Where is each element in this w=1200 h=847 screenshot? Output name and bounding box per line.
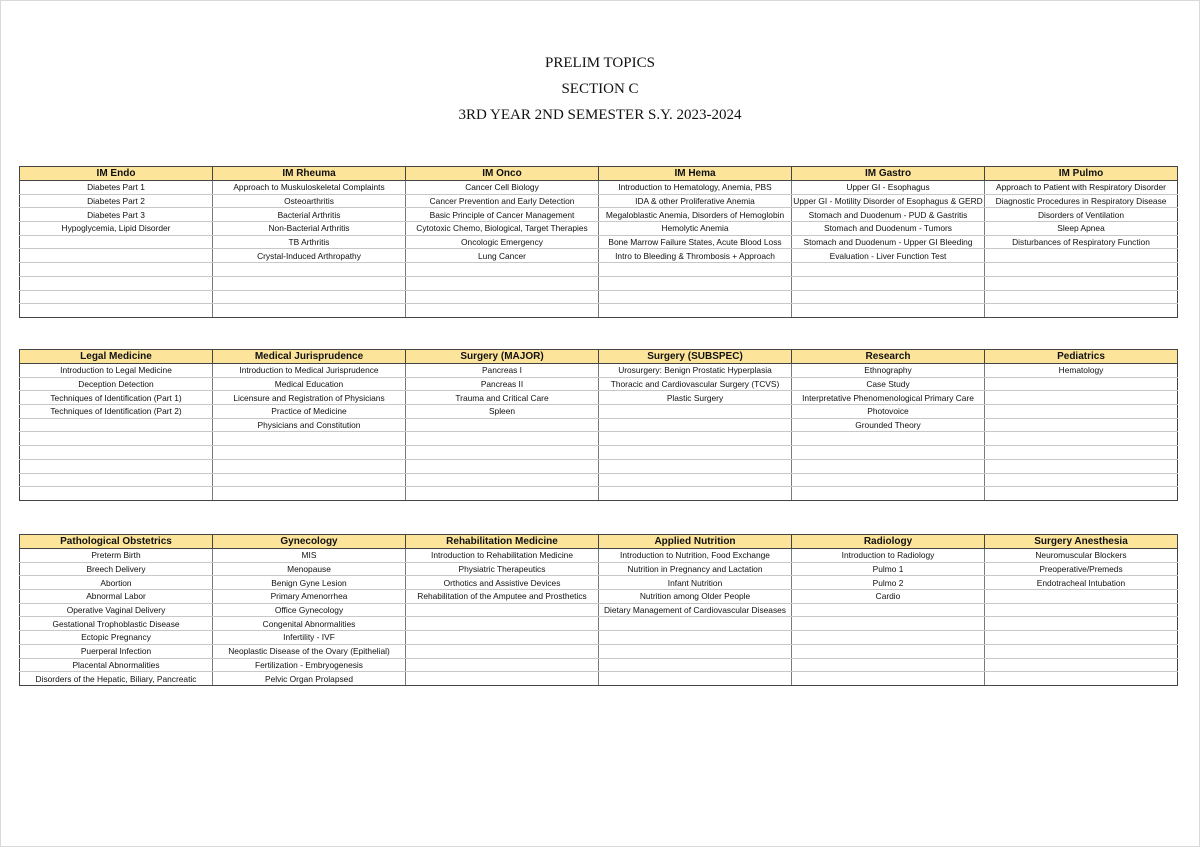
topic-cell: Lung Cancer <box>406 249 599 263</box>
topic-cell: Introduction to Hematology, Anemia, PBS <box>599 181 792 195</box>
table-row <box>20 304 1178 318</box>
topic-cell <box>599 405 792 419</box>
topic-cell: Techniques of Identification (Part 2) <box>20 405 213 419</box>
topic-cell <box>20 249 213 263</box>
topic-cell <box>985 290 1178 304</box>
document-title-block <box>0 50 1200 128</box>
topic-cell: Introduction to Radiology <box>792 549 985 563</box>
topic-cell <box>792 473 985 487</box>
topic-cell <box>406 658 599 672</box>
topic-cell: Licensure and Registration of Physicians <box>213 391 406 405</box>
topic-cell <box>792 304 985 318</box>
topic-cell <box>406 473 599 487</box>
topic-cell: Dietary Management of Cardiovascular Diseases <box>599 603 792 617</box>
topic-cell: Abortion <box>20 576 213 590</box>
topic-cell <box>792 487 985 501</box>
topic-cell: Operative Vaginal Delivery <box>20 603 213 617</box>
topic-cell: Physiatric Therapeutics <box>406 562 599 576</box>
topic-cell: Deception Detection <box>20 377 213 391</box>
topic-cell: Neuromuscular Blockers <box>985 549 1178 563</box>
topic-cell <box>599 418 792 432</box>
topic-cell: Endotracheal Intubation <box>985 576 1178 590</box>
topic-cell <box>985 263 1178 277</box>
topic-cell <box>792 459 985 473</box>
topic-cell <box>406 432 599 446</box>
table-row <box>20 235 1178 249</box>
topic-cell <box>599 304 792 318</box>
table-header-row <box>20 535 1178 549</box>
topic-cell <box>599 658 792 672</box>
topic-cell: Benign Gyne Lesion <box>213 576 406 590</box>
column-header: Medical Jurisprudence <box>213 350 406 364</box>
topic-cell <box>406 276 599 290</box>
topic-cell: Non-Bacterial Arthritis <box>213 222 406 236</box>
topic-cell: Disorders of Ventilation <box>985 208 1178 222</box>
topic-cell <box>985 487 1178 501</box>
topic-cell: Placental Abnormalities <box>20 658 213 672</box>
topic-cell <box>599 644 792 658</box>
topic-cell <box>792 290 985 304</box>
table-row <box>20 672 1178 686</box>
table-row <box>20 208 1178 222</box>
topic-cell <box>599 473 792 487</box>
topic-cell: Hematology <box>985 364 1178 378</box>
topic-cell: Trauma and Critical Care <box>406 391 599 405</box>
topic-cell <box>213 304 406 318</box>
topic-cell <box>792 617 985 631</box>
topic-cell: Crystal-Induced Arthropathy <box>213 249 406 263</box>
column-header: IM Hema <box>599 167 792 181</box>
table-row <box>20 617 1178 631</box>
table-row <box>20 473 1178 487</box>
column-header: Applied Nutrition <box>599 535 792 549</box>
table-row <box>20 603 1178 617</box>
topic-cell <box>985 304 1178 318</box>
topic-cell <box>20 446 213 460</box>
column-header: Pathological Obstetrics <box>20 535 213 549</box>
table-row <box>20 181 1178 195</box>
topic-cell <box>985 377 1178 391</box>
topic-cell <box>599 263 792 277</box>
topic-cell: Pelvic Organ Prolapsed <box>213 672 406 686</box>
column-header: IM Rheuma <box>213 167 406 181</box>
table-header-row <box>20 350 1178 364</box>
topic-cell: Puerperal Infection <box>20 644 213 658</box>
topic-cell: Hemolytic Anemia <box>599 222 792 236</box>
topic-cell: Congenital Abnormalities <box>213 617 406 631</box>
topic-cell: Practice of Medicine <box>213 405 406 419</box>
topic-cell: Upper GI - Esophagus <box>792 181 985 195</box>
table-row <box>20 549 1178 563</box>
topic-cell: Basic Principle of Cancer Management <box>406 208 599 222</box>
topic-cell: Sleep Apnea <box>985 222 1178 236</box>
topic-cell <box>20 487 213 501</box>
topic-cell <box>985 446 1178 460</box>
topic-cell: Pancreas I <box>406 364 599 378</box>
topics-table-3 <box>19 534 1178 686</box>
column-header: Surgery (MAJOR) <box>406 350 599 364</box>
topic-cell <box>213 276 406 290</box>
table-row <box>20 459 1178 473</box>
topic-cell: Introduction to Rehabilitation Medicine <box>406 549 599 563</box>
topic-cell: Neoplastic Disease of the Ovary (Epithelial) <box>213 644 406 658</box>
topic-cell <box>213 263 406 277</box>
topic-cell <box>213 290 406 304</box>
topic-cell: Case Study <box>792 377 985 391</box>
topic-cell <box>599 432 792 446</box>
topic-cell: Osteoarthritis <box>213 194 406 208</box>
topic-cell: Nutrition among Older People <box>599 590 792 604</box>
topic-cell <box>213 487 406 501</box>
topic-cell: Ethnography <box>792 364 985 378</box>
topic-cell <box>599 290 792 304</box>
topic-cell <box>985 249 1178 263</box>
topic-cell <box>985 644 1178 658</box>
column-header: Radiology <box>792 535 985 549</box>
table-row <box>20 590 1178 604</box>
topic-cell: Primary Amenorrhea <box>213 590 406 604</box>
table-row <box>20 276 1178 290</box>
table-row <box>20 290 1178 304</box>
topic-cell: Disturbances of Respiratory Function <box>985 235 1178 249</box>
topic-cell <box>406 617 599 631</box>
topics-table-1 <box>19 166 1178 318</box>
column-header: Research <box>792 350 985 364</box>
topic-cell: Office Gynecology <box>213 603 406 617</box>
table-row <box>20 644 1178 658</box>
column-header: Legal Medicine <box>20 350 213 364</box>
topic-cell: Photovoice <box>792 405 985 419</box>
topic-cell <box>20 276 213 290</box>
topic-cell: Introduction to Medical Jurisprudence <box>213 364 406 378</box>
topic-cell: Ectopic Pregnancy <box>20 631 213 645</box>
topic-cell <box>20 432 213 446</box>
topic-cell: Gestational Trophoblastic Disease <box>20 617 213 631</box>
topic-cell <box>792 432 985 446</box>
topic-cell <box>20 263 213 277</box>
column-header: IM Onco <box>406 167 599 181</box>
column-header: Gynecology <box>213 535 406 549</box>
column-header: IM Pulmo <box>985 167 1178 181</box>
topic-cell: Infant Nutrition <box>599 576 792 590</box>
table-row <box>20 576 1178 590</box>
topic-cell <box>213 473 406 487</box>
topic-cell: Spleen <box>406 405 599 419</box>
topic-cell <box>20 459 213 473</box>
topic-cell: Cardio <box>792 590 985 604</box>
table-row <box>20 249 1178 263</box>
title-line-prelim-topics: PRELIM TOPICS <box>545 55 655 71</box>
topic-cell <box>985 658 1178 672</box>
topic-cell: Evaluation - Liver Function Test <box>792 249 985 263</box>
topic-cell: Techniques of Identification (Part 1) <box>20 391 213 405</box>
topic-cell <box>792 276 985 290</box>
topic-cell: Physicians and Constitution <box>213 418 406 432</box>
title-line-year-semester: 3RD YEAR 2ND SEMESTER S.Y. 2023-2024 <box>458 107 742 123</box>
topic-cell <box>599 459 792 473</box>
topic-cell: Disorders of the Hepatic, Biliary, Pancreatic <box>20 672 213 686</box>
topic-cell <box>20 235 213 249</box>
topic-cell <box>406 631 599 645</box>
topic-cell: Cytotoxic Chemo, Biological, Target Therapies <box>406 222 599 236</box>
title-line-section: SECTION C <box>561 81 639 97</box>
topic-cell: Cancer Cell Biology <box>406 181 599 195</box>
topic-cell: Upper GI - Motility Disorder of Esophagus & GERD <box>793 196 983 207</box>
column-header: IM Endo <box>20 167 213 181</box>
column-header: IM Gastro <box>792 167 985 181</box>
topic-cell <box>406 644 599 658</box>
topic-cell: MIS <box>213 549 406 563</box>
topic-cell: Bacterial Arthritis <box>213 208 406 222</box>
topic-cell <box>213 432 406 446</box>
topic-cell: Interpretative Phenomenological Primary Care <box>792 391 985 405</box>
topic-cell: Pulmo 1 <box>792 562 985 576</box>
table-row <box>20 487 1178 501</box>
topic-cell <box>20 418 213 432</box>
topic-cell: Stomach and Duodenum - PUD & Gastritis <box>792 208 985 222</box>
topic-cell: Plastic Surgery <box>599 391 792 405</box>
topic-cell: Megaloblastic Anemia, Disorders of Hemoglobin <box>599 208 792 222</box>
topic-cell <box>406 672 599 686</box>
topic-cell: Diagnostic Procedures in Respiratory Disease <box>985 194 1178 208</box>
topic-cell <box>406 418 599 432</box>
topic-cell <box>213 459 406 473</box>
topic-cell: Diabetes Part 2 <box>20 194 213 208</box>
topic-cell: Cancer Prevention and Early Detection <box>406 194 599 208</box>
table-row <box>20 418 1178 432</box>
topic-cell <box>406 446 599 460</box>
topic-cell <box>599 276 792 290</box>
topic-cell <box>985 617 1178 631</box>
topic-cell <box>985 418 1178 432</box>
topic-cell: Approach to Patient with Respiratory Disorder <box>985 181 1178 195</box>
topic-cell: Introduction to Legal Medicine <box>20 364 213 378</box>
topic-cell: Introduction to Nutrition, Food Exchange <box>599 549 792 563</box>
table-row <box>20 432 1178 446</box>
topic-cell <box>985 391 1178 405</box>
topic-cell: TB Arthritis <box>213 235 406 249</box>
topic-cell <box>599 631 792 645</box>
topic-cell <box>792 658 985 672</box>
table-row <box>20 658 1178 672</box>
topic-cell <box>792 263 985 277</box>
topic-cell: Preterm Birth <box>20 549 213 563</box>
topic-cell <box>985 459 1178 473</box>
topic-cell <box>20 304 213 318</box>
topic-cell: Approach to Muskuloskeletal Complaints <box>213 181 406 195</box>
topic-cell <box>792 672 985 686</box>
topic-cell <box>985 631 1178 645</box>
topic-cell <box>406 487 599 501</box>
topics-table-2 <box>19 349 1178 501</box>
topic-cell: Breech Delivery <box>20 562 213 576</box>
topic-cell: Diabetes Part 1 <box>20 181 213 195</box>
column-header: Rehabilitation Medicine <box>406 535 599 549</box>
topic-cell: Stomach and Duodenum - Tumors <box>792 222 985 236</box>
topic-cell <box>985 473 1178 487</box>
topic-cell <box>985 603 1178 617</box>
topic-cell: Menopause <box>213 562 406 576</box>
topic-cell <box>406 603 599 617</box>
topic-cell: Thoracic and Cardiovascular Surgery (TCVS) <box>599 377 792 391</box>
topic-cell <box>406 304 599 318</box>
table-row <box>20 631 1178 645</box>
column-header: Surgery (SUBSPEC) <box>599 350 792 364</box>
topic-cell: Pulmo 2 <box>792 576 985 590</box>
topic-cell: Intro to Bleeding & Thrombosis + Approach <box>599 249 792 263</box>
topic-cell <box>985 672 1178 686</box>
table-row <box>20 562 1178 576</box>
table-row <box>20 263 1178 277</box>
topic-cell <box>599 617 792 631</box>
table-row <box>20 364 1178 378</box>
topic-cell: Bone Marrow Failure States, Acute Blood Loss <box>599 235 792 249</box>
topic-cell <box>792 631 985 645</box>
topic-cell <box>20 290 213 304</box>
topic-cell <box>985 276 1178 290</box>
topic-cell: Stomach and Duodenum - Upper GI Bleeding <box>792 235 985 249</box>
topic-cell: Abnormal Labor <box>20 590 213 604</box>
table-header-row <box>20 167 1178 181</box>
column-header: Surgery Anesthesia <box>985 535 1178 549</box>
topic-cell <box>792 446 985 460</box>
topic-cell <box>985 590 1178 604</box>
column-header: Pediatrics <box>985 350 1178 364</box>
topic-cell <box>599 446 792 460</box>
table-row <box>20 377 1178 391</box>
topic-cell: IDA & other Proliferative Anemia <box>599 194 792 208</box>
topic-cell: Diabetes Part 3 <box>20 208 213 222</box>
topic-cell: Infertility - IVF <box>213 631 406 645</box>
topic-cell: Rehabilitation of the Amputee and Prosthetics <box>406 590 599 604</box>
table-row <box>20 391 1178 405</box>
topic-cell <box>406 459 599 473</box>
topic-cell: Grounded Theory <box>792 418 985 432</box>
topic-cell: Nutrition in Pregnancy and Lactation <box>599 562 792 576</box>
topic-cell: Pancreas II <box>406 377 599 391</box>
topic-cell <box>792 644 985 658</box>
topic-cell: Fertilization - Embryogenesis <box>213 658 406 672</box>
topic-cell: Oncologic Emergency <box>406 235 599 249</box>
topic-cell: Urosurgery: Benign Prostatic Hyperplasia <box>599 364 792 378</box>
topic-cell <box>213 446 406 460</box>
topic-cell <box>599 487 792 501</box>
topic-cell: Orthotics and Assistive Devices <box>406 576 599 590</box>
topic-cell <box>599 672 792 686</box>
table-row <box>20 194 1178 208</box>
table-row <box>20 222 1178 236</box>
table-row <box>20 405 1178 419</box>
topic-cell <box>985 405 1178 419</box>
topic-cell <box>406 263 599 277</box>
table-row <box>20 446 1178 460</box>
topic-cell <box>792 603 985 617</box>
topic-cell: Hypoglycemia, Lipid Disorder <box>20 222 213 236</box>
topic-cell <box>20 473 213 487</box>
topic-cell <box>985 432 1178 446</box>
topic-cell: Preoperative/Premeds <box>985 562 1178 576</box>
topic-cell <box>406 290 599 304</box>
topic-cell: Medical Education <box>213 377 406 391</box>
